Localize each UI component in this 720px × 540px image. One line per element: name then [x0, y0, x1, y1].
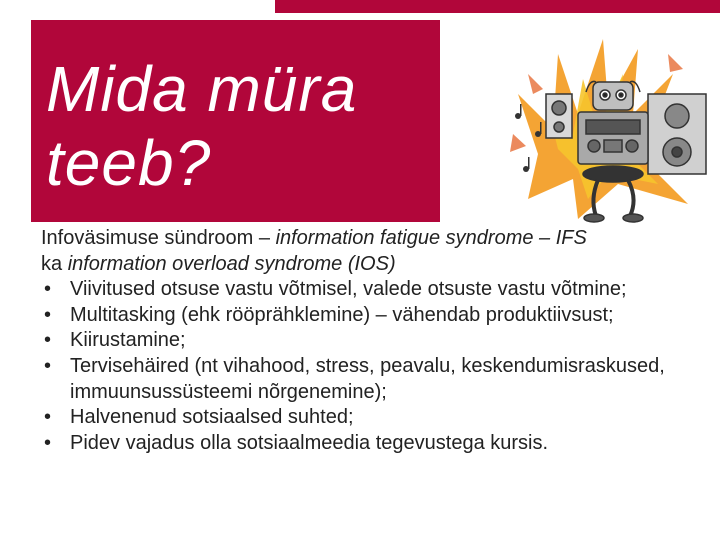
bullet-item: • Kiirustamine; — [41, 328, 720, 354]
intro-text-1: Infoväsimuse sündroom – — [41, 227, 276, 249]
bullet-item: • Pidev vajadus olla sotsiaalmeedia tegevustega kursis. — [41, 431, 720, 457]
intro-text-2: ka — [41, 252, 68, 275]
intro-term-ios: information overload syndrome (IOS) — [67, 252, 396, 275]
intro-term-ifs: information fatigue syndrome – IFS — [275, 227, 587, 249]
bullet-item: • Multitasking (ehk rööprähklemine) – vähendab produktiivsust; — [41, 303, 720, 329]
noise-robot-illustration — [498, 34, 710, 224]
bullet-item: • Tervisehäired (nt vihahood, stress, peavalu, keskendumisraskused, immuunsussüsteemi nõrgenemine); — [41, 354, 720, 405]
bullet-list — [41, 277, 720, 456]
bullet-item: • Viivitused otsuse vastu võtmisel, valede otsuste vastu võtmine; — [41, 277, 690, 303]
title-line-1: Mida müra — [46, 53, 358, 125]
intro-line-2 — [41, 252, 720, 278]
slide-body — [41, 226, 720, 456]
intro-line-1 — [41, 226, 720, 252]
slide-title — [46, 52, 436, 200]
left-speaker — [546, 94, 572, 138]
top-accent-bar — [275, 0, 720, 13]
bullet-item: • Halvenenud sotsiaalsed suhted; — [41, 405, 720, 431]
title-line-2: teeb? — [46, 127, 212, 199]
right-speaker — [648, 94, 706, 174]
